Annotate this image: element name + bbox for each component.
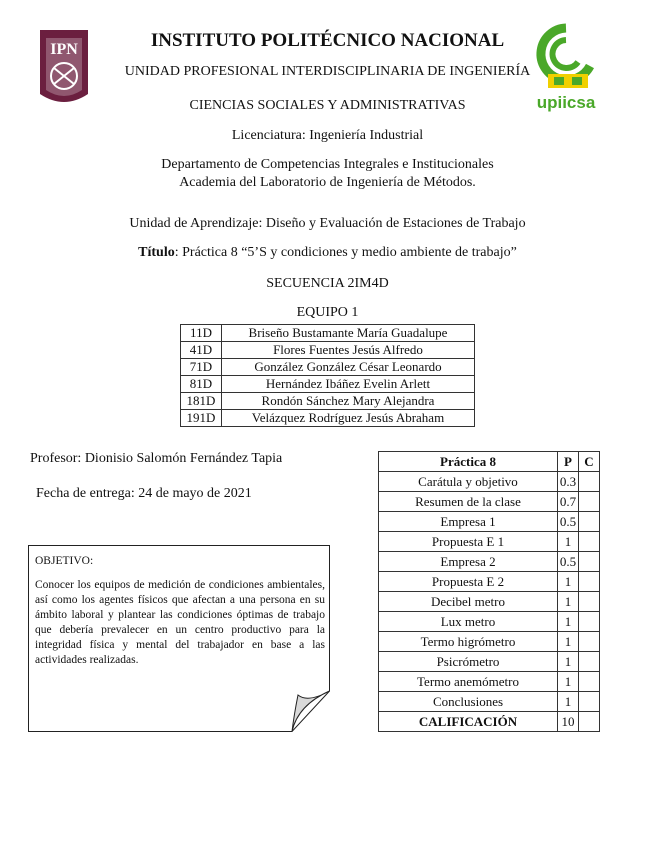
learning-unit-label: Unidad de Aprendizaje: Diseño y Evaluación de Estaciones de Trabajo [129, 216, 526, 231]
table-row [181, 410, 475, 427]
objective-note [28, 545, 330, 732]
member-id: 181D [181, 393, 222, 410]
grades-header-label: Práctica 8 [379, 452, 558, 472]
table-row [379, 592, 600, 612]
table-row [181, 376, 475, 393]
table-row [181, 342, 475, 359]
team-label: EQUIPO 1 [296, 305, 359, 320]
criterion-score [579, 672, 600, 692]
criterion-label: Propuesta E 2 [379, 572, 558, 592]
criterion-score [579, 692, 600, 712]
criterion-points: 1 [558, 592, 579, 612]
criterion-score [579, 492, 600, 512]
upiicsa-logo-text: upiicsa [536, 93, 596, 112]
members-table [180, 324, 475, 427]
practice-title-label: Título [138, 245, 175, 260]
criterion-label: Decibel metro [379, 592, 558, 612]
criterion-label: Empresa 2 [379, 552, 558, 572]
table-row [181, 359, 475, 376]
criterion-score [579, 612, 600, 632]
criterion-points: 1 [558, 652, 579, 672]
member-name: González González César Leonardo [222, 359, 475, 376]
academy-label: Academia del Laboratorio de Ingeniería de Métodos. [179, 175, 476, 190]
criterion-label: Conclusiones [379, 692, 558, 712]
criterion-label: Termo higrómetro [379, 632, 558, 652]
member-name: Velázquez Rodríguez Jesús Abraham [222, 410, 475, 427]
grades-table [378, 451, 600, 732]
criterion-points: 0.3 [558, 472, 579, 492]
member-name: Flores Fuentes Jesús Alfredo [222, 342, 475, 359]
criterion-points: 1 [558, 532, 579, 552]
grades-header-c: C [579, 452, 600, 472]
table-row [379, 472, 600, 492]
institution-title: INSTITUTO POLITÉCNICO NACIONAL [150, 30, 505, 51]
member-name: Rondón Sánchez Mary Alejandra [222, 393, 475, 410]
total-label: CALIFICACIÓN [379, 712, 558, 732]
table-row [379, 492, 600, 512]
table-row [379, 672, 600, 692]
criterion-points: 1 [558, 572, 579, 592]
total-score [579, 712, 600, 732]
grades-header-row [379, 452, 600, 472]
table-row [379, 612, 600, 632]
practice-title-value: : Práctica 8 “5’S y condiciones y medio ambiente de trabajo” [174, 245, 517, 260]
objective-heading: OBJETIVO: [35, 555, 94, 567]
criterion-score [579, 572, 600, 592]
unit-name-line2: CIENCIAS SOCIALES Y ADMINISTRATIVAS [189, 98, 466, 113]
criterion-points: 0.5 [558, 512, 579, 532]
table-row [379, 692, 600, 712]
criterion-score [579, 592, 600, 612]
table-row [379, 532, 600, 552]
department-label: Departamento de Competencias Integrales e Institucionales [161, 157, 494, 172]
table-row [379, 652, 600, 672]
sequence-label: SECUENCIA 2IM4D [266, 276, 389, 291]
due-date-label: Fecha de entrega: 24 de mayo de 2021 [36, 486, 252, 501]
ipn-logo-text: IPN [50, 41, 78, 58]
member-id: 11D [181, 325, 222, 342]
table-row [379, 572, 600, 592]
criterion-points: 0.7 [558, 492, 579, 512]
criterion-score [579, 512, 600, 532]
total-points: 10 [558, 712, 579, 732]
table-row [379, 512, 600, 532]
member-name: Hernández Ibáñez Evelin Arlett [222, 376, 475, 393]
table-row [181, 325, 475, 342]
criterion-score [579, 552, 600, 572]
criterion-label: Termo anemómetro [379, 672, 558, 692]
member-id: 191D [181, 410, 222, 427]
criterion-label: Propuesta E 1 [379, 532, 558, 552]
criterion-score [579, 532, 600, 552]
table-row [379, 632, 600, 652]
criterion-score [579, 632, 600, 652]
table-row [181, 393, 475, 410]
criterion-score [579, 472, 600, 492]
grades-header-p: P [558, 452, 579, 472]
criterion-points: 0.5 [558, 552, 579, 572]
licenciatura-label: Licenciatura: Ingeniería Industrial [231, 128, 424, 143]
criterion-points: 1 [558, 632, 579, 652]
member-id: 41D [181, 342, 222, 359]
criterion-points: 1 [558, 692, 579, 712]
criterion-label: Lux metro [379, 612, 558, 632]
criterion-points: 1 [558, 612, 579, 632]
member-id: 81D [181, 376, 222, 393]
objective-text: Conocer los equipos de medición de condiciones ambientales, así como los agentes físicos que afectan a una persona en su ámbito laboral y plantear las condiciones óptimas de trabajo que debería prevalecer en un centro productivo para la integridad física y mental del trabajador en base a las actividades realizadas. [35, 579, 325, 666]
member-id: 71D [181, 359, 222, 376]
professor-label: Profesor: Dionisio Salomón Fernández Tapia [30, 451, 283, 466]
practice-title [0, 245, 655, 261]
criterion-label: Empresa 1 [379, 512, 558, 532]
table-row [379, 552, 600, 572]
criterion-points: 1 [558, 672, 579, 692]
criterion-score [579, 652, 600, 672]
member-name: Briseño Bustamante María Guadalupe [222, 325, 475, 342]
criterion-label: Carátula y objetivo [379, 472, 558, 492]
criterion-label: Resumen de la clase [379, 492, 558, 512]
criterion-label: Psicrómetro [379, 652, 558, 672]
grades-total-row [379, 712, 600, 732]
unit-name-line1: UNIDAD PROFESIONAL INTERDISCIPLINARIA DE INGENIERÍA [124, 64, 531, 79]
